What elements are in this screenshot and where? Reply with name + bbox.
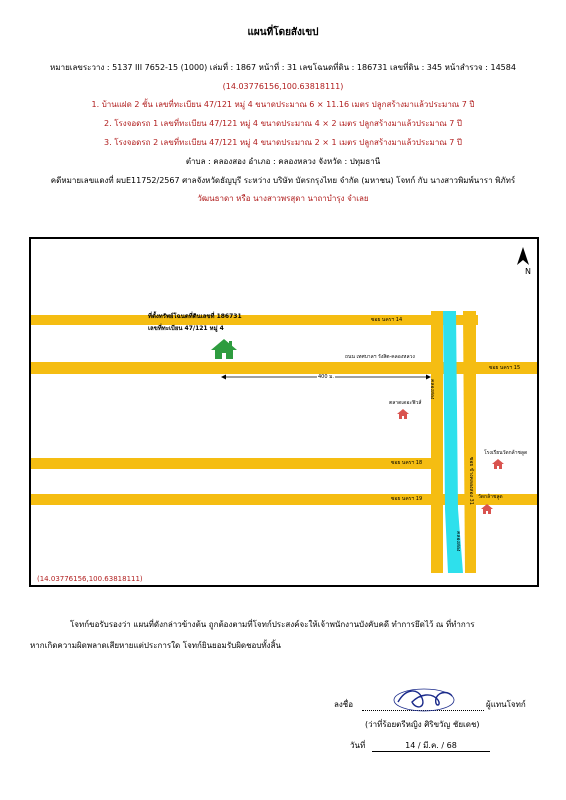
temple-icon — [480, 503, 494, 515]
canal-label-1: คลองสอง — [429, 379, 435, 400]
building-item-1: 1. บ้านแฝด 2 ชั้น เลขที่ทะเบียน 47/121 หมู่ 4 ขนาดประมาณ 6 × 11.16 เมตร ปลูกสร้างมาแล้วประมาณ 7 ปี — [91, 100, 475, 109]
road-label-soi14: ซอย นครฯ 14 — [371, 317, 403, 323]
road-label-soi15: ซอย นครฯ 15 — [489, 365, 521, 371]
north-label: N — [525, 267, 531, 276]
statement-line-1: โจทก์ขอรับรองว่า แผนที่ดังกล่าวข้างต้น ถูกต้องตามที่โจทก์ประสงค์จะให้เจ้าพนักงานบังคับคดี ทำการยึดไว้ ณ ที่ทำการ — [70, 620, 475, 629]
signer-name: (ว่าที่ร้อยตรีหญิง ศิริขวัญ ชัยเดช) — [365, 720, 480, 729]
date-label: วันที่ — [350, 741, 366, 750]
parcel-info: หมายเลขระวาง : 5137 III 7652-15 (1000) เล่มที่ : 1867 หน้าที่ : 31 เลขโฉนดที่ดิน : 186731 เลขที่ดิน : 345 หน้าสำรวจ : 14584 — [50, 63, 516, 72]
road-label-soi19: ซอย นครฯ 19 — [391, 496, 423, 502]
road-label-main: ถนน เทศบาลฯ รังสิต-คลองหลวง — [345, 354, 415, 360]
map-coordinates: (14.03776156,100.63818111) — [37, 575, 143, 583]
statement-line-2: หากเกิดความผิดพลาดเสียหายแต่ประการใด โจทก์ยินยอมรับผิดชอบทั้งสิ้น — [30, 641, 281, 650]
building-item-2: 2. โรงจอดรถ 1 เลขที่ทะเบียน 47/121 หมู่ 4 ขนาดประมาณ 4 × 2 เมตร ปลูกสร้างมาแล้วประมาณ 7 ปี — [104, 119, 462, 128]
sign-role: ผู้แทนโจทก์ — [486, 700, 526, 709]
date-value: 14 / มี.ค. / 68 — [372, 741, 490, 752]
sign-label: ลงชื่อ — [334, 700, 354, 709]
header-coordinates: (14.03776156,100.63818111) — [222, 82, 344, 91]
case-line-2: วัฒนธาดา หรือ นางสาวพรสุดา นาถาบำรุง จำเลย — [197, 194, 369, 203]
signature-mark — [392, 686, 456, 712]
house-icon — [209, 337, 239, 361]
canal — [31, 239, 537, 585]
distance-label: 400 ม. — [318, 374, 335, 380]
road-label-soi18: ซอย นครฯ 18 — [391, 460, 423, 466]
canal-label-2: คลองสอง — [455, 531, 461, 552]
location-line: ตำบล : คลองสอง อำเภอ : คลองหลวง จังหวัด : ปทุมธานี — [185, 157, 381, 166]
property-title: ที่ตั้งทรัพย์โฉนดที่ดินเลขที่ 186731 — [148, 313, 242, 320]
property-registration: เลขที่ทะเบียน 47/121 หมู่ 4 — [148, 325, 224, 332]
building-item-3: 3. โรงจอดรถ 2 เลขที่ทะเบียน 47/121 หมู่ 4 ขนาดประมาณ 2 × 1 เมตร ปลูกสร้างมาแล้วประมาณ 7 ปี — [104, 138, 462, 147]
location-map — [29, 237, 539, 587]
market-icon — [396, 408, 410, 420]
road-label-vertical: ซอย ข้างคลองสอง 31 — [468, 457, 474, 505]
page-title: แผนที่โดยสังเขป — [247, 27, 319, 38]
landmark-temple-label: วัดกล้าชลูด — [478, 494, 503, 500]
landmark-market-label: ตลาดเดอะฟิวส์ — [389, 400, 422, 406]
landmark-school-label: โรงเรียนวัดกล้าชลูด — [484, 450, 528, 456]
case-line-1: คดีหมายเลขแดงที่ ผบE11752/2567 ศาลจังหวัดธัญบุรี ระหว่าง บริษัท บัตรกรุงไทย จำกัด (มหาชน) โจทก์ กับ นางสาวพิมพ์นารา พิภัทร์ — [50, 176, 516, 185]
school-icon — [491, 458, 505, 470]
